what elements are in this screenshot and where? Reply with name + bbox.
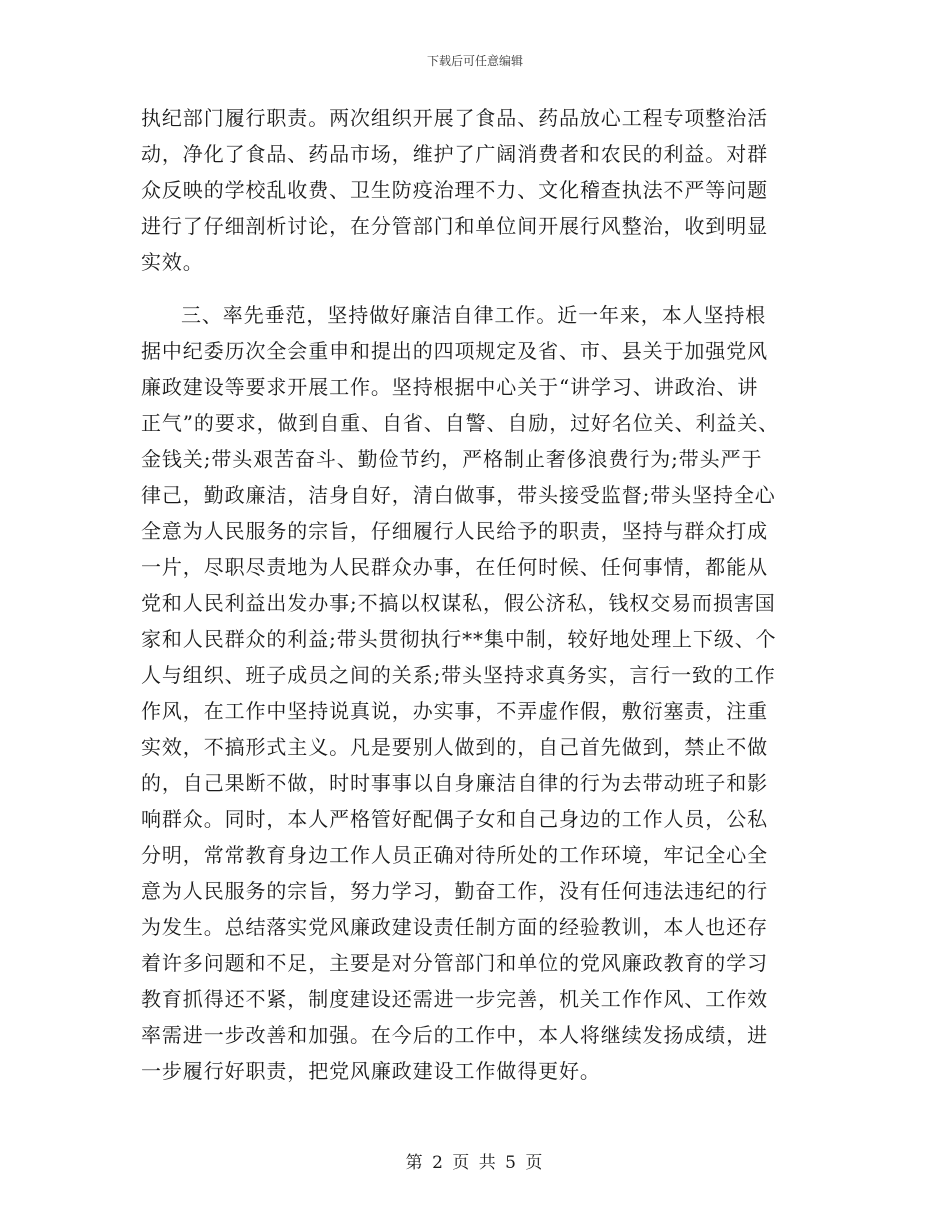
body-line: 分明，常常教育身边工作人员正确对待所处的工作环境，牢记全心全 — [141, 843, 768, 867]
body-line: 率需进一步改善和加强。在今后的工作中，本人将继续发扬成绩，进 — [141, 1023, 768, 1047]
body-line: 意为人民服务的宗旨，努力学习，勤奋工作，没有任何违法违纪的行 — [141, 879, 768, 903]
body-line: 据中纪委历次全会重申和提出的四项规定及省、市、县关于加强党风 — [141, 339, 768, 363]
body-line: 正气”的要求，做到自重、自省、自警、自励，过好名位关、利益关、 — [141, 411, 780, 435]
body-line: 作风，在工作中坚持说真说，办实事，不弄虚作假，敷衍塞责，注重 — [141, 699, 768, 723]
body-line: 教育抓得还不紧，制度建设还需进一步完善，机关工作作风、工作效 — [141, 987, 768, 1011]
body-line: 全意为人民服务的宗旨，仔细履行人民给予的职责，坚持与群众打成 — [141, 519, 768, 543]
body-line: 执纪部门履行职责。两次组织开展了食品、药品放心工程专项整治活 — [141, 106, 768, 130]
body-line: 的，自己果断不做，时时事事以自身廉洁自律的行为去带动班子和影 — [141, 771, 768, 795]
body-line: 进行了仔细剖析讨论，在分管部门和单位间开展行风整治，收到明显 — [141, 214, 768, 238]
body-line: 党和人民利益出发办事;不搞以权谋私，假公济私，钱权交易而损害国 — [141, 591, 776, 615]
body-line: 人与组织、班子成员之间的关系;带头坚持求真务实，言行一致的工作 — [141, 663, 776, 687]
body-line: 众反映的学校乱收费、卫生防疫治理不力、文化稽查执法不严等问题 — [141, 178, 768, 202]
body-line: 实效。 — [141, 250, 204, 274]
body-line: 为发生。总结落实党风廉政建设责任制方面的经验教训，本人也还存 — [141, 915, 768, 939]
body-line: 实效，不搞形式主义。凡是要别人做到的，自己首先做到，禁止不做 — [141, 735, 768, 759]
page-number: 第 2 页 共 5 页 — [405, 1153, 545, 1173]
body-line: 金钱关;带头艰苦奋斗、勤俭节约，严格制止奢侈浪费行为;带头严于 — [141, 447, 763, 471]
body-line: 一片，尽职尽责地为人民群众办事，在任何时候、任何事情，都能从 — [141, 555, 768, 579]
body-line: 动，净化了食品、药品市场，维护了广阔消费者和农民的利益。对群 — [141, 142, 768, 166]
body-line: 廉政建设等要求开展工作。坚持根据中心关于“讲学习、讲政治、讲 — [141, 375, 759, 399]
body-line: 家和人民群众的利益;带头贯彻执行**集中制，较好地处理上下级、个 — [141, 627, 777, 651]
body-line: 律己，勤政廉洁，洁身自好，清白做事，带头接受监督;带头坚持全心 — [141, 483, 776, 507]
body-line: 着许多问题和不足，主要是对分管部门和单位的党风廉政教育的学习 — [141, 951, 768, 975]
paragraph-first-line: 三、率先垂范，坚持做好廉洁自律工作。近一年来，本人坚持根 — [181, 303, 767, 327]
body-line: 响群众。同时，本人严格管好配偶子女和自己身边的工作人员，公私 — [141, 807, 768, 831]
page-header-note: 下载后可任意编辑 — [426, 54, 523, 68]
body-line: 一步履行好职责，把党风廉政建设工作做得更好。 — [141, 1059, 601, 1083]
